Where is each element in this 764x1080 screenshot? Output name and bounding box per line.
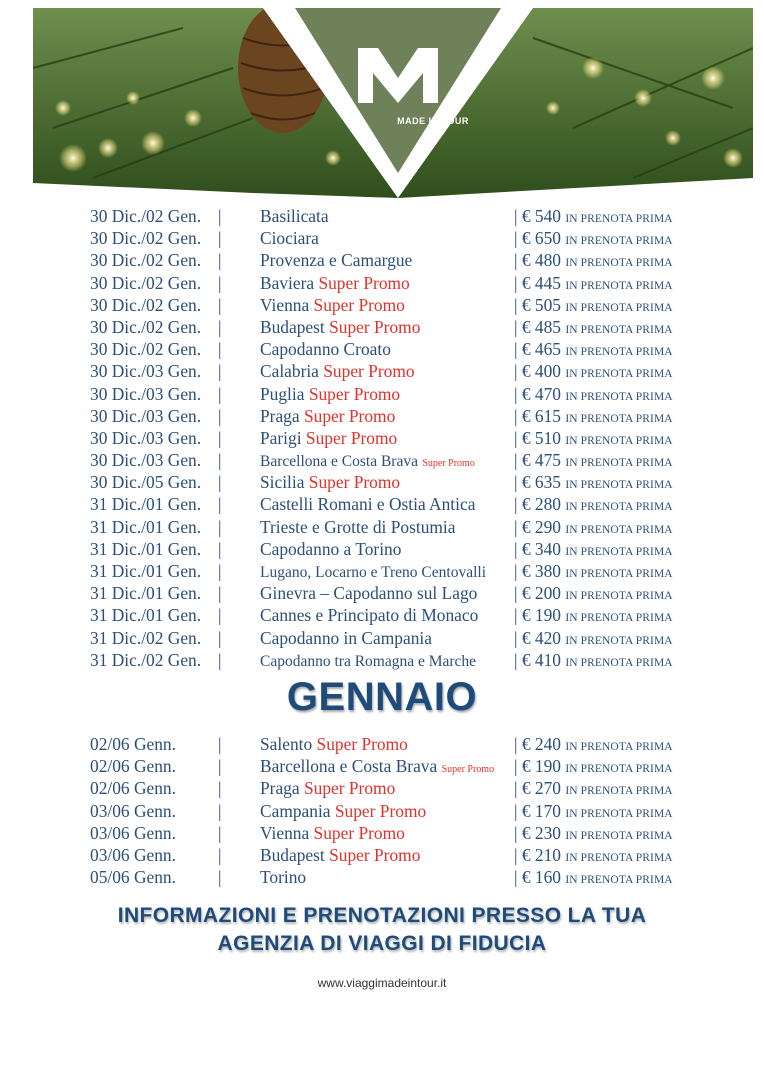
prenota-prima-label: IN PRENOTA PRIMA — [565, 412, 673, 425]
tour-destination — [260, 272, 410, 294]
prenota-prima-label: IN PRENOTA PRIMA — [565, 457, 673, 470]
tour-date: 03/06 Genn. — [90, 800, 176, 821]
destination-name: Capodanno Croato — [260, 339, 391, 360]
info-line-2: AGENZIA DI VIAGGI DI FIDUCIA — [217, 932, 547, 955]
tour-price — [514, 649, 673, 674]
tour-date: 30 Dic./05 Gen. — [90, 472, 202, 493]
price-value: | € 505 — [514, 294, 561, 315]
tour-row — [0, 249, 764, 271]
separator: | — [218, 844, 222, 865]
separator: | — [218, 583, 222, 604]
price-value: | € 200 — [514, 583, 561, 604]
super-promo-badge: Super Promo — [422, 458, 475, 470]
separator: | — [218, 206, 222, 226]
price-value: | € 480 — [514, 250, 561, 271]
prenota-prima-label: IN PRENOTA PRIMA — [565, 213, 673, 225]
prenota-prima-label: IN PRENOTA PRIMA — [565, 590, 673, 603]
prenota-prima-label: IN PRENOTA PRIMA — [565, 301, 673, 314]
price-value: | € 170 — [514, 800, 561, 821]
separator: | — [218, 627, 222, 648]
destination-name: Capodanno tra Romagna e Marche — [260, 652, 477, 670]
tour-row — [0, 449, 764, 471]
tour-destination — [260, 516, 455, 538]
price-value: | € 230 — [514, 822, 561, 843]
tour-row — [0, 822, 764, 844]
destination-name: Campania — [260, 800, 331, 821]
price-value: | € 615 — [514, 405, 561, 426]
destination-name: Praga — [260, 778, 300, 799]
destination-name: Ginevra – Capodanno sul Lago — [260, 583, 478, 604]
super-promo-badge: Super Promo — [441, 764, 495, 776]
tour-destination — [260, 249, 412, 271]
price-value: | € 400 — [514, 361, 561, 382]
tour-date: 30 Dic./03 Gen. — [90, 427, 202, 448]
prenota-prima-label: IN PRENOTA PRIMA — [565, 568, 673, 580]
tour-destination — [260, 360, 415, 382]
header-banner — [33, 8, 753, 198]
destination-name: Lugano, Locarno e Treno Centovalli — [260, 564, 486, 581]
destination-name: Salento — [260, 734, 313, 754]
price-value: | € 475 — [514, 450, 561, 471]
tour-date: 30 Dic./02 Gen. — [90, 294, 202, 315]
price-value: | € 470 — [514, 383, 561, 404]
price-value: | € 540 — [514, 206, 561, 226]
tour-row — [0, 383, 764, 405]
tour-destination — [260, 316, 420, 338]
tour-destination — [260, 493, 475, 515]
separator: | — [218, 316, 222, 337]
prenota-prima-label: IN PRENOTA PRIMA — [565, 523, 673, 536]
price-value: | € 510 — [514, 427, 561, 448]
tour-row — [0, 538, 764, 560]
prenota-prima-label: IN PRENOTA PRIMA — [565, 829, 673, 842]
separator: | — [218, 561, 222, 581]
destination-name: Praga — [260, 405, 300, 426]
price-value: | € 635 — [514, 472, 561, 493]
prenota-prima-label: IN PRENOTA PRIMA — [565, 612, 673, 625]
price-value: | € 650 — [514, 228, 561, 249]
tour-date: 30 Dic./03 Gen. — [90, 383, 202, 404]
separator: | — [218, 361, 222, 382]
super-promo-badge: Super Promo — [305, 427, 398, 448]
super-promo-badge: Super Promo — [313, 294, 405, 315]
tour-date: 31 Dic./01 Gen. — [90, 583, 202, 604]
separator: | — [218, 228, 222, 249]
tour-destination — [260, 538, 401, 560]
destination-name: Barcellona e Costa Brava — [260, 453, 418, 471]
destination-name: Provenza e Camargue — [260, 250, 413, 271]
prenota-prima-label: IN PRENOTA PRIMA — [565, 390, 673, 403]
super-promo-badge: Super Promo — [329, 844, 421, 865]
tour-row — [0, 777, 764, 799]
tour-row — [0, 755, 764, 777]
prenota-prima-label: IN PRENOTA PRIMA — [565, 368, 673, 381]
tour-row — [0, 316, 764, 338]
info-text — [0, 902, 764, 958]
separator: | — [218, 605, 222, 626]
price-value: | € 420 — [514, 627, 561, 648]
super-promo-badge: Super Promo — [303, 778, 396, 799]
tour-row — [0, 627, 764, 649]
separator: | — [218, 272, 222, 293]
destination-name: Budapest — [260, 316, 325, 337]
tour-row — [0, 360, 764, 382]
price-value: | € 410 — [514, 649, 561, 670]
prenota-prima-label: IN PRENOTA PRIMA — [565, 741, 673, 753]
separator: | — [218, 756, 222, 777]
prenota-prima-label: IN PRENOTA PRIMA — [565, 279, 673, 292]
price-value: | € 465 — [514, 339, 561, 360]
tour-date: 31 Dic./02 Gen. — [90, 627, 202, 648]
website-link[interactable]: www.viaggimadeintour.it — [317, 976, 447, 990]
separator: | — [218, 427, 222, 448]
tour-date: 30 Dic./03 Gen. — [90, 361, 202, 382]
tour-destination — [260, 649, 476, 673]
separator: | — [218, 250, 222, 271]
tour-date: 31 Dic./01 Gen. — [90, 516, 202, 537]
separator: | — [218, 800, 222, 821]
tour-row — [0, 294, 764, 316]
tour-row — [0, 338, 764, 360]
tour-date: 31 Dic./02 Gen. — [90, 649, 202, 670]
prenota-prima-label: IN PRENOTA PRIMA — [565, 634, 673, 647]
prenota-prima-label: IN PRENOTA PRIMA — [565, 851, 673, 864]
tour-row — [0, 205, 764, 227]
prenota-prima-label: IN PRENOTA PRIMA — [565, 874, 673, 887]
destination-name: Torino — [260, 867, 307, 888]
prenota-prima-label: IN PRENOTA PRIMA — [565, 434, 673, 447]
prenota-prima-label: IN PRENOTA PRIMA — [565, 807, 673, 820]
christmas-tree-image — [33, 8, 753, 198]
super-promo-badge: Super Promo — [334, 800, 427, 821]
tour-destination — [260, 800, 426, 822]
info-line-1: INFORMAZIONI E PRENOTAZIONI PRESSO LA TUA — [117, 904, 647, 927]
price-value: | € 340 — [514, 538, 561, 559]
super-promo-badge: Super Promo — [318, 272, 410, 293]
super-promo-badge: Super Promo — [323, 361, 415, 382]
tour-destination — [260, 733, 408, 755]
tour-row — [0, 471, 764, 493]
tour-row — [0, 604, 764, 626]
price-value: | € 270 — [514, 778, 561, 799]
tour-date: 05/06 Genn. — [90, 867, 176, 888]
tour-destination — [260, 205, 329, 227]
separator: | — [218, 867, 222, 888]
price-value: | € 380 — [514, 561, 561, 581]
destination-name: Castelli Romani e Ostia Antica — [260, 494, 476, 515]
separator: | — [218, 516, 222, 537]
tour-destination — [260, 383, 400, 405]
destination-name: Baviera — [260, 272, 315, 293]
tour-date: 02/06 Genn. — [90, 778, 176, 799]
tour-destination — [260, 777, 395, 799]
prenota-prima-label: IN PRENOTA PRIMA — [565, 235, 673, 248]
tour-date: 30 Dic./02 Gen. — [90, 206, 202, 226]
separator: | — [218, 383, 222, 404]
prenota-prima-label: IN PRENOTA PRIMA — [565, 656, 673, 669]
destination-name: Budapest — [260, 844, 325, 865]
tour-destination — [260, 627, 432, 649]
tour-date: 31 Dic./01 Gen. — [90, 494, 202, 515]
destination-name: Puglia — [260, 383, 305, 404]
tour-row — [0, 560, 764, 582]
super-promo-badge: Super Promo — [303, 405, 396, 426]
tour-row — [0, 800, 764, 822]
destination-name: Ciociara — [260, 228, 319, 249]
separator: | — [218, 405, 222, 426]
tour-destination — [260, 866, 306, 888]
destination-name: Cannes e Principato di Monaco — [260, 605, 479, 626]
tour-price — [514, 866, 673, 891]
super-promo-badge: Super Promo — [329, 316, 421, 337]
destination-name: Vienna — [260, 294, 310, 315]
super-promo-badge: Super Promo — [313, 822, 405, 843]
january-heading: GENNAIO — [286, 675, 478, 719]
separator: | — [218, 734, 222, 754]
tour-date: 30 Dic./02 Gen. — [90, 316, 202, 337]
price-value: | € 190 — [514, 605, 561, 626]
tour-destination — [260, 471, 400, 493]
price-value: | € 280 — [514, 494, 561, 515]
tour-date: 30 Dic./02 Gen. — [90, 228, 202, 249]
destination-name: Sicilia — [260, 472, 305, 493]
destination-name: Barcellona e Costa Brava — [260, 756, 438, 777]
price-value: | € 190 — [514, 756, 561, 777]
tour-date: 31 Dic./01 Gen. — [90, 561, 202, 581]
tour-date: 30 Dic./02 Gen. — [90, 339, 202, 360]
tour-destination — [260, 822, 405, 844]
prenota-prima-label: IN PRENOTA PRIMA — [565, 545, 673, 558]
logo-text: MADE IN TOUR — [397, 116, 469, 126]
separator: | — [218, 339, 222, 360]
tour-date: 02/06 Genn. — [90, 756, 176, 777]
separator: | — [218, 472, 222, 493]
price-value: | € 240 — [514, 734, 561, 754]
price-value: | € 290 — [514, 516, 561, 537]
tour-row — [0, 427, 764, 449]
january-list — [0, 733, 764, 888]
tour-destination — [260, 427, 397, 449]
prenota-prima-label: IN PRENOTA PRIMA — [565, 257, 673, 270]
prenota-prima-label: IN PRENOTA PRIMA — [565, 479, 673, 492]
super-promo-badge: Super Promo — [308, 383, 401, 404]
tour-row — [0, 733, 764, 755]
price-value: | € 210 — [514, 844, 561, 865]
tour-row — [0, 405, 764, 427]
destination-name: Vienna — [260, 822, 310, 843]
separator: | — [218, 450, 222, 471]
price-value: | € 160 — [514, 867, 561, 888]
tour-row — [0, 649, 764, 671]
tour-date: 30 Dic./02 Gen. — [90, 272, 202, 293]
tour-destination — [260, 338, 391, 360]
tour-date: 30 Dic./03 Gen. — [90, 405, 202, 426]
destination-name: Capodanno a Torino — [260, 538, 402, 559]
prenota-prima-label: IN PRENOTA PRIMA — [565, 323, 673, 336]
tour-date: 02/06 Genn. — [90, 734, 176, 754]
tour-date: 30 Dic./03 Gen. — [90, 450, 202, 471]
tour-row — [0, 227, 764, 249]
destination-name: Trieste e Grotte di Postumia — [260, 516, 456, 537]
tour-destination — [260, 604, 478, 626]
tour-destination — [260, 844, 420, 866]
tour-destination — [260, 405, 395, 427]
separator: | — [218, 822, 222, 843]
super-promo-badge: Super Promo — [308, 472, 401, 493]
tour-destination — [260, 560, 486, 584]
prenota-prima-label: IN PRENOTA PRIMA — [565, 501, 673, 514]
tour-row — [0, 493, 764, 515]
tour-date: 03/06 Genn. — [90, 822, 176, 843]
destination-name: Calabria — [260, 361, 319, 382]
tour-destination — [260, 227, 319, 249]
super-promo-badge: Super Promo — [316, 734, 408, 754]
tour-destination — [260, 294, 405, 316]
tour-row — [0, 844, 764, 866]
price-value: | € 445 — [514, 272, 561, 293]
price-value: | € 485 — [514, 316, 561, 337]
destination-name: Parigi — [260, 427, 302, 448]
separator: | — [218, 294, 222, 315]
tour-row — [0, 272, 764, 294]
separator: | — [218, 778, 222, 799]
tour-row — [0, 866, 764, 888]
tour-date: 31 Dic./01 Gen. — [90, 538, 202, 559]
tour-destination — [260, 582, 477, 604]
tour-date: 03/06 Genn. — [90, 844, 176, 865]
tour-date: 30 Dic./02 Gen. — [90, 250, 202, 271]
december-list — [0, 205, 764, 671]
prenota-prima-label: IN PRENOTA PRIMA — [565, 346, 673, 359]
tour-date: 31 Dic./01 Gen. — [90, 605, 202, 626]
separator: | — [218, 649, 222, 670]
separator: | — [218, 538, 222, 559]
prenota-prima-label: IN PRENOTA PRIMA — [565, 763, 673, 776]
destination-name: Capodanno in Campania — [260, 627, 432, 648]
tour-row — [0, 582, 764, 604]
destination-name: Basilicata — [260, 206, 329, 226]
tour-row — [0, 516, 764, 538]
separator: | — [218, 494, 222, 515]
prenota-prima-label: IN PRENOTA PRIMA — [565, 785, 673, 798]
